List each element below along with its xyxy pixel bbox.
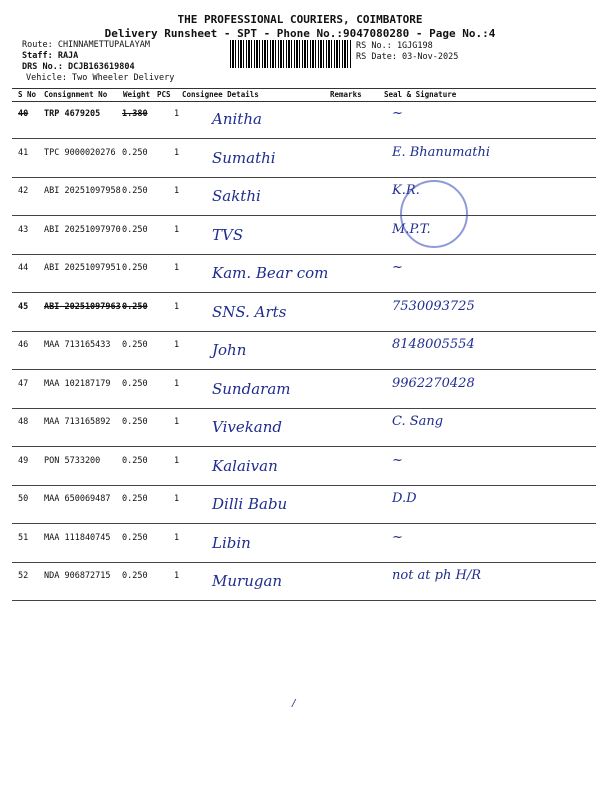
col-sno: S No — [18, 90, 37, 99]
table-row — [12, 485, 596, 524]
row-signature-handwritten: not at ph H/R — [392, 568, 481, 583]
table-row — [12, 254, 596, 293]
row-weight: 0.250 — [122, 417, 148, 427]
row-consignment-no: ABI 20251097970 — [44, 224, 121, 235]
col-remarks: Remarks — [330, 90, 362, 99]
row-consignment-no: PON 5733200 — [44, 455, 101, 466]
row-sno: 45 — [18, 301, 29, 312]
row-sno: 51 — [18, 532, 29, 543]
row-sno: 50 — [18, 494, 29, 504]
row-pcs: 1 — [174, 417, 180, 427]
row-signature-handwritten: K.R. — [392, 183, 420, 198]
row-consignee-handwritten: Vivekand — [212, 418, 283, 436]
stray-mark: / — [292, 698, 296, 709]
row-signature-handwritten: C. Sang — [392, 414, 444, 429]
row-weight: 0.250 — [122, 378, 148, 389]
row-consignee-handwritten: Sumathi — [212, 148, 276, 167]
table-row — [12, 100, 596, 139]
row-pcs: 1 — [174, 301, 180, 312]
col-pcs: PCS — [157, 90, 171, 99]
row-weight: 0.250 — [122, 455, 148, 466]
row-weight: 0.250 — [122, 147, 148, 158]
row-weight: 0.250 — [122, 186, 148, 196]
row-pcs: 1 — [174, 571, 180, 581]
company-name: THE PROFESSIONAL COURIERS, COIMBATORE — [177, 13, 423, 26]
row-pcs: 1 — [174, 186, 180, 196]
row-weight: 1.380 — [122, 109, 148, 119]
row-consignment-no: TPC 9000020276 — [44, 147, 116, 158]
row-consignee-handwritten: Sakthi — [212, 187, 261, 205]
row-sno: 42 — [18, 186, 29, 196]
row-consignment-no: ABI 20251097951 — [44, 263, 121, 273]
row-signature-handwritten: M.P.T. — [392, 221, 431, 237]
row-consignee-handwritten: Murugan — [212, 572, 283, 590]
row-consignment-no: ABI 20251097963 — [44, 301, 121, 312]
row-weight: 0.250 — [122, 571, 148, 581]
row-weight: 0.250 — [122, 532, 148, 543]
row-consignment-no: MAA 650069487 — [44, 494, 111, 504]
row-signature-handwritten: D.D — [392, 491, 417, 506]
drs-info: DRS No.: DCJB163619804 — [22, 62, 135, 72]
row-weight: 0.250 — [122, 301, 148, 312]
row-consignment-no: NDA 906872715 — [44, 571, 111, 581]
staff-info: Staff: RAJA — [22, 51, 79, 61]
row-consignment-no: MAA 102187179 — [44, 378, 111, 389]
row-signature-handwritten: ~ — [392, 452, 403, 468]
route-info: Route: CHINNAMETTUPALAYAM — [22, 40, 150, 50]
row-pcs: 1 — [174, 263, 180, 273]
row-sno: 47 — [18, 378, 29, 389]
row-consignment-no: MAA 111840745 — [44, 532, 111, 543]
row-consignee-handwritten: Dilli Babu — [212, 495, 288, 513]
row-signature-handwritten: 7530093725 — [392, 298, 475, 314]
row-consignee-handwritten: Kam. Bear com — [212, 264, 329, 282]
row-pcs: 1 — [174, 378, 180, 389]
row-sno: 46 — [18, 340, 29, 350]
table-row — [12, 408, 596, 447]
table-row — [12, 447, 596, 486]
runsheet-title: Delivery Runsheet - SPT - Phone No.:9047080280 - Page No.:4 — [104, 27, 496, 40]
row-signature-handwritten: 9962270428 — [392, 375, 475, 391]
col-consignment: Consignment No — [44, 90, 108, 99]
col-seal: Seal & Signature — [384, 90, 457, 99]
row-weight: 0.250 — [122, 494, 148, 504]
table-row — [12, 293, 596, 332]
row-consignee-handwritten: TVS — [212, 225, 244, 244]
row-consignment-no: TRP 4679205 — [44, 109, 101, 119]
row-consignment-no: MAA 713165433 — [44, 340, 111, 350]
row-consignee-handwritten: Kalaivan — [212, 456, 278, 475]
table-row — [12, 331, 596, 370]
row-sno: 52 — [18, 571, 29, 581]
row-sno: 48 — [18, 417, 29, 427]
company-seal-stamp — [400, 180, 468, 248]
table-row — [12, 177, 596, 216]
row-pcs: 1 — [174, 455, 180, 466]
row-pcs: 1 — [174, 532, 180, 543]
row-sno: 40 — [18, 109, 29, 119]
table-row — [12, 524, 596, 563]
row-weight: 0.250 — [122, 263, 148, 273]
row-sno: 44 — [18, 263, 29, 273]
rs-number: RS No.: 1GJG198 — [356, 41, 433, 51]
rs-date: RS Date: 03-Nov-2025 — [356, 52, 459, 62]
col-weight: Weight — [123, 90, 151, 99]
row-signature-handwritten: ~ — [392, 529, 403, 545]
row-signature-handwritten: 8148005554 — [392, 337, 475, 352]
table-row — [12, 370, 596, 409]
vehicle-info: Vehicle: Two Wheeler Delivery — [26, 73, 175, 83]
row-consignee-handwritten: Sundaram — [212, 379, 291, 398]
row-sno: 41 — [18, 147, 29, 158]
col-consignee: Consignee Details — [182, 90, 259, 99]
row-consignee-handwritten: Libin — [212, 533, 251, 552]
row-pcs: 1 — [174, 147, 180, 158]
table-row — [12, 562, 596, 601]
row-pcs: 1 — [174, 224, 180, 235]
row-consignee-handwritten: Anitha — [212, 110, 262, 128]
row-signature-handwritten: E. Bhanumathi — [392, 144, 491, 160]
row-pcs: 1 — [174, 340, 180, 350]
row-pcs: 1 — [174, 494, 180, 504]
row-consignment-no: MAA 713165892 — [44, 417, 111, 427]
row-signature-handwritten: ~ — [392, 260, 403, 275]
table-row — [12, 216, 596, 255]
row-weight: 0.250 — [122, 340, 148, 350]
row-sno: 43 — [18, 224, 29, 235]
row-weight: 0.250 — [122, 224, 148, 235]
row-consignee-handwritten: John — [212, 341, 247, 359]
row-consignee-handwritten: SNS. Arts — [212, 302, 287, 321]
row-consignment-no: ABI 20251097958 — [44, 186, 121, 196]
table-row — [12, 139, 596, 178]
barcode — [230, 40, 352, 68]
row-signature-handwritten: ~ — [392, 106, 403, 121]
row-sno: 49 — [18, 455, 29, 466]
row-pcs: 1 — [174, 109, 180, 119]
